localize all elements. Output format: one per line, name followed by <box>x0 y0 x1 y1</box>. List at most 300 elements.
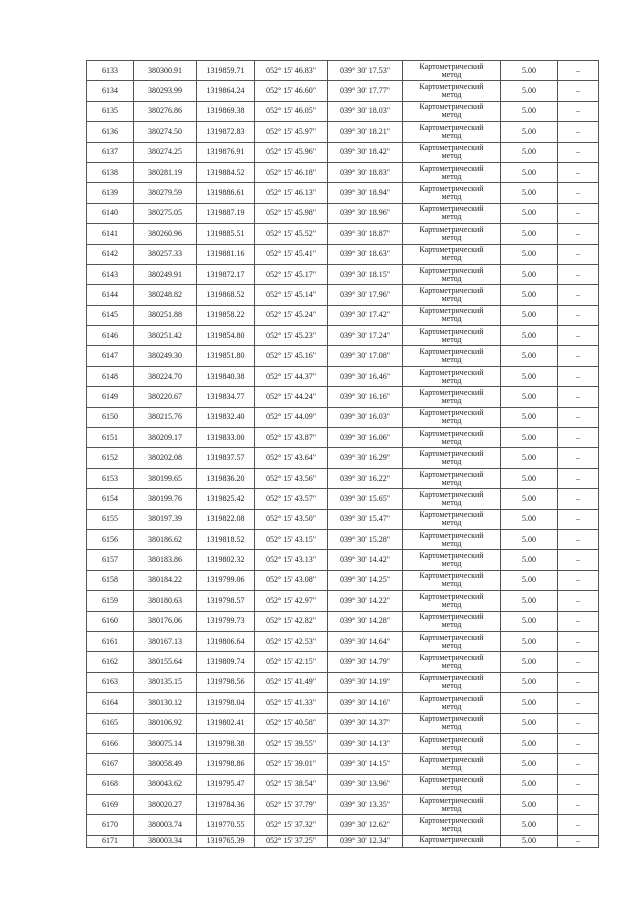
method-cell <box>403 672 501 692</box>
accuracy-cell: 5.00 <box>501 305 558 325</box>
table-row <box>87 285 599 305</box>
method-cell <box>403 346 501 366</box>
description-cell: – <box>558 529 599 549</box>
method-line-2: метод <box>441 395 462 405</box>
method-cell <box>403 448 501 468</box>
x-coordinate-cell: 380274.25 <box>134 142 197 162</box>
table-row <box>87 468 599 488</box>
accuracy-cell: 5.00 <box>501 754 558 774</box>
x-coordinate-cell: 380020.27 <box>134 795 197 815</box>
method-cell <box>403 489 501 509</box>
description-cell: – <box>558 387 599 407</box>
latitude-cell: 052° 15' 44.09" <box>255 407 328 427</box>
table-row <box>87 489 599 509</box>
x-coordinate-cell: 380281.19 <box>134 162 197 182</box>
latitude-cell: 052° 15' 37.25" <box>255 835 328 847</box>
method-line-1: Картометрический <box>419 816 484 826</box>
y-coordinate-cell: 1319806.64 <box>197 631 255 651</box>
description-cell: – <box>558 835 599 847</box>
method-line-2: метод <box>441 824 462 834</box>
accuracy-cell: 5.00 <box>501 815 558 835</box>
method-cell <box>403 203 501 223</box>
y-coordinate-cell: 1319798.56 <box>197 672 255 692</box>
longitude-cell: 039° 30' 16.06" <box>328 428 403 448</box>
method-line-1: Картометрический <box>419 367 484 377</box>
method-line-1: Картометрический <box>419 673 484 683</box>
method-line-2: метод <box>441 722 462 732</box>
latitude-cell: 052° 15' 45.24" <box>255 305 328 325</box>
table-row <box>87 387 599 407</box>
method-line-2: метод <box>441 783 462 793</box>
y-coordinate-cell: 1319809.74 <box>197 652 255 672</box>
accuracy-cell: 5.00 <box>501 61 558 81</box>
point-number-cell: 6164 <box>87 693 134 713</box>
y-coordinate-cell: 1319834.77 <box>197 387 255 407</box>
point-number-cell: 6161 <box>87 631 134 651</box>
method-line-1: Картометрический <box>419 143 484 153</box>
method-line-1: Картометрический <box>419 591 484 601</box>
table-row <box>87 835 599 847</box>
description-cell: – <box>558 652 599 672</box>
method-line-2: метод <box>441 273 462 283</box>
description-cell: – <box>558 733 599 753</box>
x-coordinate-cell: 380043.62 <box>134 774 197 794</box>
longitude-cell: 039° 30' 16.22" <box>328 468 403 488</box>
accuracy-cell: 5.00 <box>501 448 558 468</box>
method-cell <box>403 162 501 182</box>
latitude-cell: 052° 15' 46.13" <box>255 183 328 203</box>
method-line-1: Картометрический <box>419 551 484 561</box>
longitude-cell: 039° 30' 17.24" <box>328 326 403 346</box>
point-number-cell: 6145 <box>87 305 134 325</box>
accuracy-cell: 5.00 <box>501 570 558 590</box>
table-row <box>87 672 599 692</box>
table-row <box>87 326 599 346</box>
method-line-2: метод <box>441 212 462 222</box>
x-coordinate-cell: 380130.12 <box>134 693 197 713</box>
table-row <box>87 346 599 366</box>
latitude-cell: 052° 15' 43.15" <box>255 529 328 549</box>
method-line-1: Картометрический <box>419 795 484 805</box>
latitude-cell: 052° 15' 46.05" <box>255 101 328 121</box>
description-cell: – <box>558 407 599 427</box>
method-line-1: Картометрический <box>419 469 484 479</box>
point-number-cell: 6138 <box>87 162 134 182</box>
table-row <box>87 795 599 815</box>
method-line-1: Картометрический <box>419 775 484 785</box>
method-cell <box>403 428 501 448</box>
description-cell: – <box>558 713 599 733</box>
accuracy-cell: 5.00 <box>501 672 558 692</box>
method-line-2: метод <box>441 90 462 100</box>
method-line-1: Картометрический <box>419 754 484 764</box>
method-line-2: метод <box>441 232 462 242</box>
method-line-1: Картометрический <box>419 408 484 418</box>
table-row <box>87 264 599 284</box>
description-cell: – <box>558 81 599 101</box>
method-line-2: метод <box>441 334 462 344</box>
method-cell <box>403 815 501 835</box>
y-coordinate-cell: 1319859.71 <box>197 61 255 81</box>
longitude-cell: 039° 30' 16.03" <box>328 407 403 427</box>
y-coordinate-cell: 1319770.55 <box>197 815 255 835</box>
method-line-2: метод <box>441 599 462 609</box>
method-cell <box>403 244 501 264</box>
latitude-cell: 052° 15' 42.97" <box>255 591 328 611</box>
accuracy-cell: 5.00 <box>501 224 558 244</box>
table-row <box>87 693 599 713</box>
method-cell <box>403 285 501 305</box>
point-number-cell: 6142 <box>87 244 134 264</box>
latitude-cell: 052° 15' 45.52" <box>255 224 328 244</box>
x-coordinate-cell: 380003.34 <box>134 835 197 847</box>
description-cell: – <box>558 815 599 835</box>
x-coordinate-cell: 380215.76 <box>134 407 197 427</box>
method-line-1: Картометрический <box>419 653 484 663</box>
accuracy-cell: 5.00 <box>501 203 558 223</box>
accuracy-cell: 5.00 <box>501 101 558 121</box>
method-line-1: Картометрический <box>419 612 484 622</box>
longitude-cell: 039° 30' 16.29" <box>328 448 403 468</box>
table-row <box>87 448 599 468</box>
x-coordinate-cell: 380199.65 <box>134 468 197 488</box>
method-line-2: метод <box>441 436 462 446</box>
method-line-2: метод <box>441 518 462 528</box>
table-row <box>87 305 599 325</box>
method-line-2: метод <box>441 661 462 671</box>
table-row <box>87 815 599 835</box>
accuracy-cell: 5.00 <box>501 142 558 162</box>
latitude-cell: 052° 15' 45.17" <box>255 264 328 284</box>
longitude-cell: 039° 30' 14.25" <box>328 570 403 590</box>
accuracy-cell: 5.00 <box>501 509 558 529</box>
longitude-cell: 039° 30' 15.47" <box>328 509 403 529</box>
description-cell: – <box>558 570 599 590</box>
method-line-2: метод <box>441 538 462 548</box>
description-cell: – <box>558 468 599 488</box>
method-cell <box>403 305 501 325</box>
latitude-cell: 052° 15' 39.01" <box>255 754 328 774</box>
latitude-cell: 052° 15' 40.58" <box>255 713 328 733</box>
description-cell: – <box>558 162 599 182</box>
longitude-cell: 039° 30' 14.28" <box>328 611 403 631</box>
method-line-2: метод <box>441 579 462 589</box>
x-coordinate-cell: 380202.08 <box>134 448 197 468</box>
description-cell: – <box>558 754 599 774</box>
method-line-1: Картометрический <box>419 347 484 357</box>
point-number-cell: 6152 <box>87 448 134 468</box>
accuracy-cell: 5.00 <box>501 244 558 264</box>
method-line-1: Картометрический <box>419 428 484 438</box>
method-line-2: метод <box>441 701 462 711</box>
point-number-cell: 6151 <box>87 428 134 448</box>
method-cell <box>403 224 501 244</box>
table-row <box>87 713 599 733</box>
longitude-cell: 039° 30' 17.08" <box>328 346 403 366</box>
method-line-1: Картометрический <box>419 61 484 71</box>
method-line-2: метод <box>441 151 462 161</box>
latitude-cell: 052° 15' 45.97" <box>255 122 328 142</box>
method-line-1: Картометрический <box>419 306 484 316</box>
accuracy-cell: 5.00 <box>501 346 558 366</box>
x-coordinate-cell: 380184.22 <box>134 570 197 590</box>
point-number-cell: 6167 <box>87 754 134 774</box>
latitude-cell: 052° 15' 43.56" <box>255 468 328 488</box>
latitude-cell: 052° 15' 43.87" <box>255 428 328 448</box>
method-cell <box>403 591 501 611</box>
method-cell <box>403 509 501 529</box>
point-number-cell: 6163 <box>87 672 134 692</box>
x-coordinate-cell: 380275.05 <box>134 203 197 223</box>
y-coordinate-cell: 1319798.57 <box>197 591 255 611</box>
latitude-cell: 052° 15' 42.15" <box>255 652 328 672</box>
y-coordinate-cell: 1319822.08 <box>197 509 255 529</box>
method-line-2: метод <box>441 293 462 303</box>
point-number-cell: 6148 <box>87 366 134 386</box>
latitude-cell: 052° 15' 43.50" <box>255 509 328 529</box>
method-cell <box>403 61 501 81</box>
accuracy-cell: 5.00 <box>501 774 558 794</box>
longitude-cell: 039° 30' 14.15" <box>328 754 403 774</box>
method-cell <box>403 366 501 386</box>
method-line-2: метод <box>441 355 462 365</box>
y-coordinate-cell: 1319802.41 <box>197 713 255 733</box>
x-coordinate-cell: 380183.86 <box>134 550 197 570</box>
longitude-cell: 039° 30' 15.65" <box>328 489 403 509</box>
description-cell: – <box>558 142 599 162</box>
point-number-cell: 6162 <box>87 652 134 672</box>
method-line-2: метод <box>441 497 462 507</box>
y-coordinate-cell: 1319876.91 <box>197 142 255 162</box>
point-number-cell: 6133 <box>87 61 134 81</box>
point-number-cell: 6137 <box>87 142 134 162</box>
table-row <box>87 509 599 529</box>
table-row <box>87 774 599 794</box>
y-coordinate-cell: 1319837.57 <box>197 448 255 468</box>
accuracy-cell: 5.00 <box>501 264 558 284</box>
latitude-cell: 052° 15' 37.79" <box>255 795 328 815</box>
longitude-cell: 039° 30' 12.34" <box>328 835 403 847</box>
point-number-cell: 6143 <box>87 264 134 284</box>
method-line-1: Картометрический <box>419 122 484 132</box>
method-cell <box>403 529 501 549</box>
longitude-cell: 039° 30' 14.42" <box>328 550 403 570</box>
y-coordinate-cell: 1319887.19 <box>197 203 255 223</box>
latitude-cell: 052° 15' 46.60" <box>255 81 328 101</box>
point-number-cell: 6166 <box>87 733 134 753</box>
longitude-cell: 039° 30' 18.83" <box>328 162 403 182</box>
latitude-cell: 052° 15' 39.55" <box>255 733 328 753</box>
accuracy-cell: 5.00 <box>501 183 558 203</box>
latitude-cell: 052° 15' 45.98" <box>255 203 328 223</box>
method-cell <box>403 652 501 672</box>
x-coordinate-cell: 380257.33 <box>134 244 197 264</box>
method-cell <box>403 122 501 142</box>
y-coordinate-cell: 1319795.47 <box>197 774 255 794</box>
method-cell <box>403 570 501 590</box>
point-number-cell: 6170 <box>87 815 134 835</box>
method-line-2: метод <box>441 416 462 426</box>
accuracy-cell: 5.00 <box>501 631 558 651</box>
x-coordinate-cell: 380167.13 <box>134 631 197 651</box>
x-coordinate-cell: 380300.91 <box>134 61 197 81</box>
point-number-cell: 6159 <box>87 591 134 611</box>
y-coordinate-cell: 1319869.38 <box>197 101 255 121</box>
longitude-cell: 039° 30' 18.15" <box>328 264 403 284</box>
x-coordinate-cell: 380075.14 <box>134 733 197 753</box>
method-line-1: Картометрический <box>419 571 484 581</box>
method-line-1: Картометрический <box>419 102 484 112</box>
table-row <box>87 183 599 203</box>
method-line-2: метод <box>441 620 462 630</box>
latitude-cell: 052° 15' 43.57" <box>255 489 328 509</box>
y-coordinate-cell: 1319881.16 <box>197 244 255 264</box>
latitude-cell: 052° 15' 46.18" <box>255 162 328 182</box>
coordinates-table-body <box>87 61 599 848</box>
table-row <box>87 366 599 386</box>
method-line-1: Картометрический <box>419 265 484 275</box>
longitude-cell: 039° 30' 15.28" <box>328 529 403 549</box>
method-line-2: метод <box>441 110 462 120</box>
method-line-1: Картометрический <box>419 326 484 336</box>
description-cell: – <box>558 224 599 244</box>
method-line-2: метод <box>441 742 462 752</box>
point-number-cell: 6157 <box>87 550 134 570</box>
method-line-2: метод <box>441 762 462 772</box>
method-cell <box>403 468 501 488</box>
y-coordinate-cell: 1319872.17 <box>197 264 255 284</box>
table-row <box>87 550 599 570</box>
method-cell <box>403 387 501 407</box>
latitude-cell: 052° 15' 45.96" <box>255 142 328 162</box>
description-cell: – <box>558 489 599 509</box>
description-cell: – <box>558 611 599 631</box>
y-coordinate-cell: 1319868.52 <box>197 285 255 305</box>
description-cell: – <box>558 264 599 284</box>
longitude-cell: 039° 30' 18.87" <box>328 224 403 244</box>
table-row <box>87 203 599 223</box>
longitude-cell: 039° 30' 18.63" <box>328 244 403 264</box>
latitude-cell: 052° 15' 43.13" <box>255 550 328 570</box>
latitude-cell: 052° 15' 45.16" <box>255 346 328 366</box>
method-line-1: Картометрический <box>419 285 484 295</box>
latitude-cell: 052° 15' 46.83" <box>255 61 328 81</box>
accuracy-cell: 5.00 <box>501 366 558 386</box>
method-line-1: Картометрический <box>419 510 484 520</box>
method-line-1: Картометрический <box>419 449 484 459</box>
method-cell <box>403 631 501 651</box>
longitude-cell: 039° 30' 17.53" <box>328 61 403 81</box>
table-row <box>87 611 599 631</box>
table-row <box>87 142 599 162</box>
method-line-1: Картометрический <box>419 387 484 397</box>
accuracy-cell: 5.00 <box>501 122 558 142</box>
y-coordinate-cell: 1319854.80 <box>197 326 255 346</box>
x-coordinate-cell: 380186.62 <box>134 529 197 549</box>
x-coordinate-cell: 380135.15 <box>134 672 197 692</box>
method-line-1: Картометрический <box>419 489 484 499</box>
x-coordinate-cell: 380276.86 <box>134 101 197 121</box>
latitude-cell: 052° 15' 42.82" <box>255 611 328 631</box>
latitude-cell: 052° 15' 41.33" <box>255 693 328 713</box>
y-coordinate-cell: 1319818.52 <box>197 529 255 549</box>
table-row <box>87 122 599 142</box>
description-cell: – <box>558 448 599 468</box>
method-line-1: Картометрический <box>419 530 484 540</box>
description-cell: – <box>558 285 599 305</box>
table-row <box>87 61 599 81</box>
latitude-cell: 052° 15' 44.24" <box>255 387 328 407</box>
y-coordinate-cell: 1319798.86 <box>197 754 255 774</box>
method-cell <box>403 795 501 815</box>
accuracy-cell: 5.00 <box>501 428 558 448</box>
method-cell <box>403 774 501 794</box>
method-cell <box>403 81 501 101</box>
accuracy-cell: 5.00 <box>501 611 558 631</box>
description-cell: – <box>558 693 599 713</box>
accuracy-cell: 5.00 <box>501 326 558 346</box>
x-coordinate-cell: 380251.42 <box>134 326 197 346</box>
method-cell <box>403 550 501 570</box>
method-cell <box>403 326 501 346</box>
method-line-1: Картометрический <box>419 245 484 255</box>
coordinates-table-page <box>86 60 598 848</box>
point-number-cell: 6135 <box>87 101 134 121</box>
longitude-cell: 039° 30' 12.62" <box>328 815 403 835</box>
point-number-cell: 6156 <box>87 529 134 549</box>
y-coordinate-cell: 1319886.61 <box>197 183 255 203</box>
table-row <box>87 81 599 101</box>
description-cell: – <box>558 122 599 142</box>
point-number-cell: 6147 <box>87 346 134 366</box>
y-coordinate-cell: 1319858.22 <box>197 305 255 325</box>
method-line-2: метод <box>441 171 462 181</box>
longitude-cell: 039° 30' 16.46" <box>328 366 403 386</box>
method-line-2: метод <box>441 559 462 569</box>
method-line-1: Картометрический <box>419 835 484 844</box>
accuracy-cell: 5.00 <box>501 529 558 549</box>
description-cell: – <box>558 795 599 815</box>
point-number-cell: 6169 <box>87 795 134 815</box>
description-cell: – <box>558 774 599 794</box>
point-number-cell: 6140 <box>87 203 134 223</box>
longitude-cell: 039° 30' 18.96" <box>328 203 403 223</box>
y-coordinate-cell: 1319798.38 <box>197 733 255 753</box>
table-row <box>87 652 599 672</box>
x-coordinate-cell: 380197.39 <box>134 509 197 529</box>
longitude-cell: 039° 30' 13.35" <box>328 795 403 815</box>
latitude-cell: 052° 15' 38.54" <box>255 774 328 794</box>
table-row <box>87 428 599 448</box>
latitude-cell: 052° 15' 43.08" <box>255 570 328 590</box>
point-number-cell: 6136 <box>87 122 134 142</box>
latitude-cell: 052° 15' 37.32" <box>255 815 328 835</box>
longitude-cell: 039° 30' 14.64" <box>328 631 403 651</box>
x-coordinate-cell: 380199.76 <box>134 489 197 509</box>
point-number-cell: 6165 <box>87 713 134 733</box>
description-cell: – <box>558 203 599 223</box>
method-line-1: Картометрический <box>419 163 484 173</box>
method-cell <box>403 101 501 121</box>
longitude-cell: 039° 30' 14.19" <box>328 672 403 692</box>
point-number-cell: 6155 <box>87 509 134 529</box>
method-line-1: Картометрический <box>419 693 484 703</box>
method-line-1: Картометрический <box>419 714 484 724</box>
y-coordinate-cell: 1319884.52 <box>197 162 255 182</box>
method-line-2: метод <box>441 69 462 79</box>
description-cell: – <box>558 672 599 692</box>
table-row <box>87 529 599 549</box>
